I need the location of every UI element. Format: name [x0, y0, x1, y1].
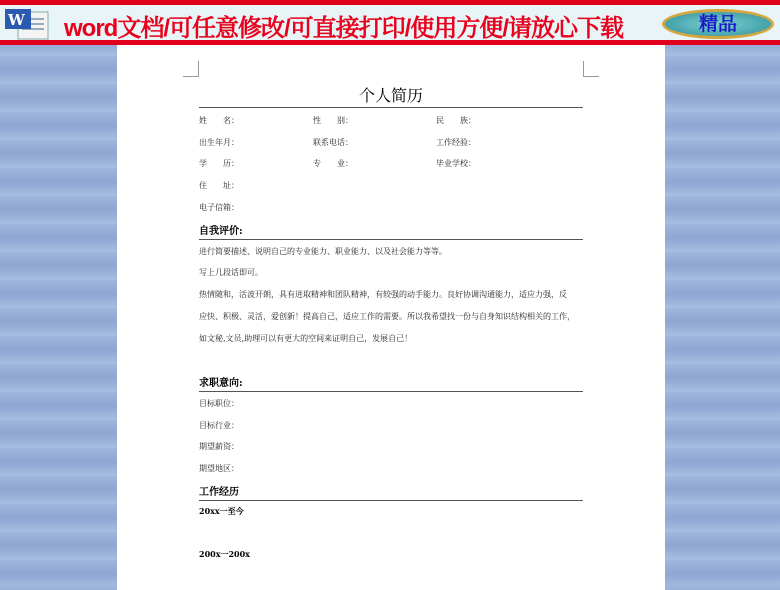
divider — [199, 107, 583, 108]
field-ethnicity: 民 族： — [436, 116, 476, 125]
field-address: 住 址： — [199, 181, 239, 190]
field-email: 电子信箱： — [199, 203, 239, 212]
work-heading: 工作经历 — [199, 487, 239, 498]
paragraph-line: 应快、积极、灵活，爱创新！提高自己，适应工作的需要。所以我希望找一份与自身知识结构相关的工作， — [199, 312, 575, 321]
field-school: 毕业学校： — [436, 159, 476, 168]
self-eval-heading: 自我评价: — [199, 226, 243, 237]
intent-item: 目标行业： — [199, 421, 239, 430]
document-page — [117, 45, 665, 590]
field-experience: 工作经验： — [436, 138, 476, 147]
svg-text:W: W — [8, 11, 25, 29]
banner-text: word文档/可任意修改/可直接打印/使用方便/请放心下载 — [64, 15, 623, 42]
intent-item: 期望地区： — [199, 464, 239, 473]
divider — [199, 391, 583, 392]
field-name: 姓 名： — [199, 116, 239, 125]
paragraph-line: 如文秘,文员,助理可以有更大的空间来证明自己，发展自己！ — [199, 334, 413, 343]
field-major: 专 业： — [313, 159, 353, 168]
work-entry-period: 200x一200x — [199, 549, 250, 559]
intent-item: 期望薪资： — [199, 442, 239, 451]
word-document-icon — [4, 8, 56, 40]
premium-badge: 精品 — [662, 9, 774, 39]
top-banner — [0, 0, 780, 45]
resume-title: 个人简历 — [358, 86, 423, 105]
paragraph-line: 热情随和，活波开朗，具有进取精神和团队精神，有较强的动手能力。良好协调沟通能力，适应力强，反 — [199, 290, 567, 299]
field-birth: 出生年月： — [199, 138, 239, 147]
divider — [199, 500, 583, 501]
intent-item: 目标职位： — [199, 399, 239, 408]
paragraph-line: 进行简要描述、说明自己的专业能力、职业能力、以及社会能力等等。 — [199, 247, 447, 256]
field-phone: 联系电话： — [313, 138, 353, 147]
intent-heading: 求职意向: — [199, 378, 243, 389]
work-entry-period: 20xx一至今 — [199, 506, 244, 516]
divider — [199, 239, 583, 240]
margin-corner-mark — [183, 61, 199, 77]
paragraph-line: 写上几段话即可。 — [199, 268, 263, 277]
margin-corner-mark — [583, 61, 599, 77]
field-gender: 性 别： — [313, 116, 353, 125]
field-education: 学 历： — [199, 159, 239, 168]
